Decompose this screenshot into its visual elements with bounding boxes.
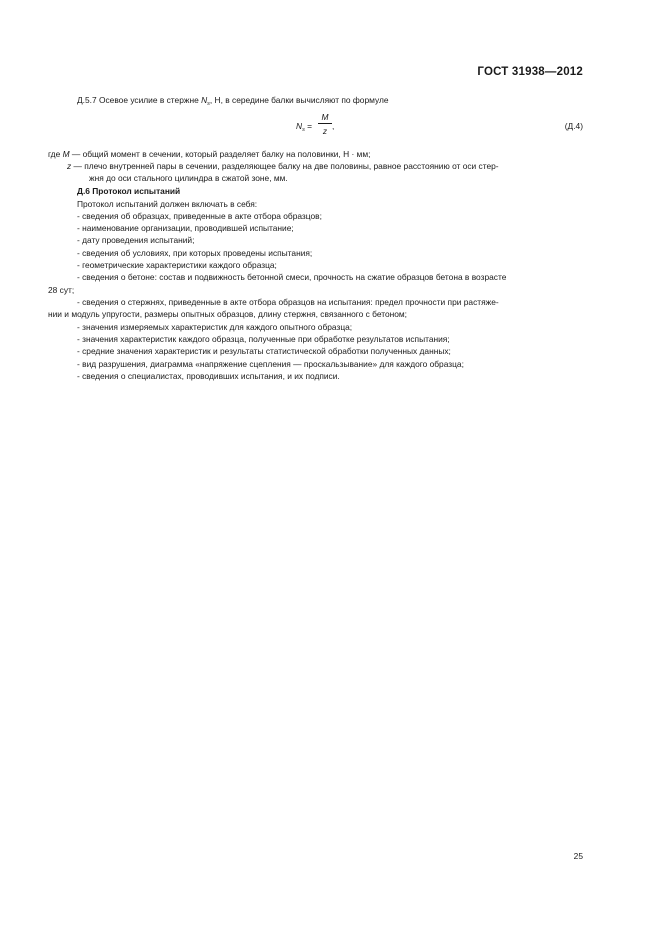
formula-numerator: M — [321, 112, 329, 122]
page-number: 25 — [573, 851, 583, 861]
document-code-header: ГОСТ 31938—2012 — [477, 66, 583, 78]
definition-m-text: — общий момент в сечении, который разделяет балку на половинки, Н · мм; — [69, 149, 371, 159]
fraction-bar — [318, 123, 332, 124]
definition-m-symbol: M — [62, 149, 70, 159]
list-item: - наименование организации, проводившей испытание; — [77, 223, 294, 233]
definition-z-text: — плечо внутренней пары в сечении, разделяющее балку на две половины, равное расстоянию от оси стер- — [71, 161, 499, 171]
list-item-continuation: 28 сут; — [48, 285, 75, 295]
definition-lead: где — [48, 149, 63, 159]
definition-z — [67, 162, 499, 170]
list-item: - средние значения характеристик и результаты статистической обработки полученных данных; — [77, 346, 451, 356]
list-item: - дату проведения испытаний; — [77, 235, 195, 245]
list-item: - значения измеряемых характеристик для каждого опытного образца; — [77, 322, 353, 332]
list-item: - вид разрушения, диаграмма «напряжение сцепления — проскальзывание» для каждого образца; — [77, 359, 464, 369]
list-item-continuation: нии и модуль упругости, размеры опытных образцов, длину стержня, связанного с бетоном; — [48, 309, 407, 319]
formula-lhs-subscript: s — [302, 127, 305, 133]
equation-number: (Д.4) — [564, 121, 583, 131]
formula-equals: = — [304, 121, 313, 131]
list-item: - сведения о специалистах, проводивших испытания, и их подписи. — [77, 371, 340, 381]
formula-trailing-comma: , — [332, 121, 335, 131]
clause-d57-subscript: s — [207, 101, 210, 107]
definition-z-symbol: z — [67, 161, 72, 171]
list-item: - сведения об условиях, при которых проведены испытания; — [77, 248, 313, 258]
definition-z-continuation: жня до оси стального цилиндра в сжатой зоне, мм. — [89, 173, 288, 183]
list-item: - геометрические характеристики каждого образца; — [77, 260, 277, 270]
clause-d57-symbol: N — [201, 95, 208, 105]
formula-lhs — [296, 121, 312, 133]
list-item: - значения характеристик каждого образца, полученные при обработке результатов испытания; — [77, 334, 450, 344]
clause-d57-suffix: , Н, в середине балки вычисляют по формуле — [209, 95, 389, 105]
clause-d57-text — [77, 96, 389, 108]
section-d6-heading: Д.6 Протокол испытаний — [77, 186, 181, 196]
formula-lhs-symbol: N — [296, 121, 303, 131]
section-d6-intro: Протокол испытаний должен включать в себя: — [77, 199, 258, 209]
list-item: - сведения о бетоне: состав и подвижность бетонной смеси, прочность на сжатие образцов бетона в возрасте — [77, 272, 507, 282]
formula-fraction — [318, 112, 335, 136]
formula-denominator: z — [322, 126, 328, 136]
definition-m — [48, 150, 370, 158]
list-item: - сведения о стержнях, приведенные в акте отбора образцов на испытания: предел прочности при растяже- — [77, 297, 499, 307]
list-item: - сведения об образцах, приведенные в акте отбора образцов; — [77, 211, 322, 221]
clause-d57-prefix: Д.5.7 Осевое усилие в стержне — [77, 95, 202, 105]
